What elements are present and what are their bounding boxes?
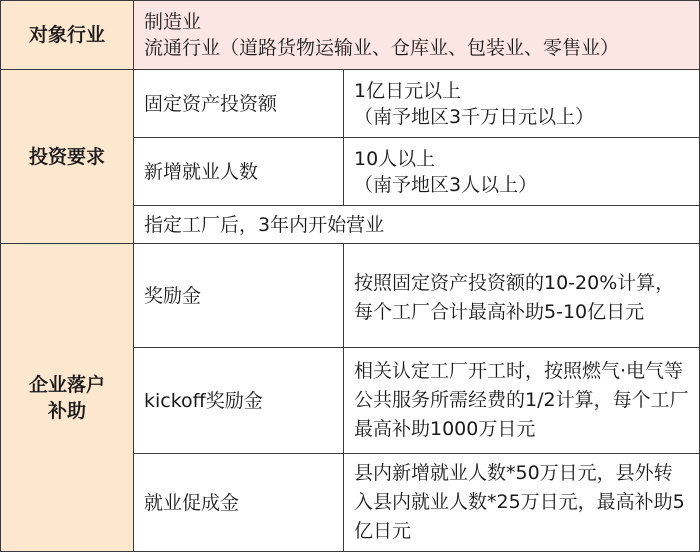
- header-relocation-subsidy-line1: 企业落户: [28, 373, 105, 396]
- new-employment-label: 新增就业人数: [144, 160, 259, 183]
- header-relocation-subsidy-line2: 补助: [47, 399, 86, 422]
- operation-start-note-cell: [134, 206, 700, 244]
- new-employment-value-nanyo: （南予地区3人以上）: [354, 173, 538, 196]
- new-employment-value-cell: [344, 138, 700, 206]
- industry-line-distribution: 流通行业（道路货物运输业、仓库业、包装业、零售业）: [144, 37, 620, 59]
- kickoff-label: kickoff奖励金: [144, 389, 263, 412]
- new-employment-label-cell: [134, 138, 344, 206]
- reward-label-cell: [134, 244, 344, 348]
- kickoff-value: 相关认定工厂开工时，按照燃气·电气等公共服务所需经费的1/2计算，每个工厂最高补助1000万日元: [354, 360, 689, 440]
- employment-value-cell: [344, 454, 700, 552]
- fixed-asset-label-cell: [134, 70, 344, 138]
- employment-value: 县内新增就业人数*50万日元，县外转入县内就业人数*25万日元，最高补助5亿日元: [354, 462, 685, 542]
- fixed-asset-value-main: 1亿日元以上: [354, 79, 462, 102]
- reward-label: 奖励金: [144, 284, 202, 307]
- header-relocation-subsidy: [0, 244, 134, 552]
- reward-value: 按照固定资产投资额的10-20%计算，每个工厂合计最高补助5-10亿日元: [354, 271, 675, 323]
- fixed-asset-value-cell: [344, 70, 700, 138]
- new-employment-value-main: 10人以上: [354, 147, 436, 170]
- header-investment-requirements-text: 投资要求: [28, 145, 105, 168]
- target-industry-content: [134, 0, 700, 70]
- employment-label: 就业促成金: [144, 491, 240, 514]
- header-investment-requirements: [0, 70, 134, 244]
- operation-start-note: 指定工厂后，3年内开始营业: [144, 213, 385, 236]
- header-target-industry: [0, 0, 134, 70]
- header-target-industry-text: 对象行业: [28, 24, 105, 46]
- fixed-asset-label: 固定资产投资额: [144, 92, 278, 115]
- industry-line-manufacturing: 制造业: [144, 11, 202, 33]
- employment-label-cell: [134, 454, 344, 552]
- reward-value-cell: [344, 244, 700, 348]
- kickoff-label-cell: [134, 348, 344, 454]
- kickoff-value-cell: [344, 348, 700, 454]
- fixed-asset-value-nanyo: （南予地区3千万日元以上）: [354, 105, 595, 128]
